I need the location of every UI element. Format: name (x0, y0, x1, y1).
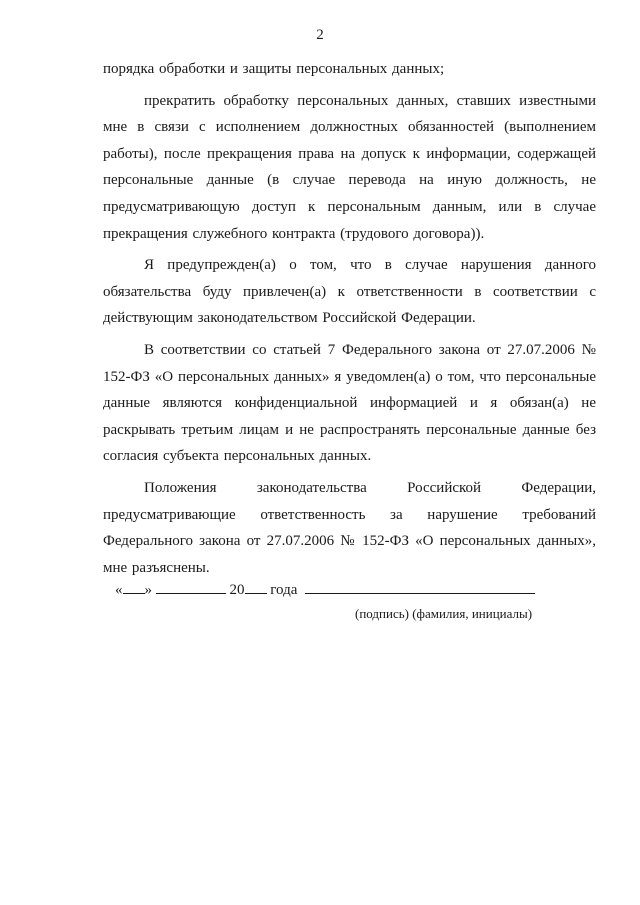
date-signature-line (115, 578, 595, 599)
year-prefix: 20 (229, 582, 245, 598)
year-blank (245, 578, 267, 594)
year-word: года (270, 582, 298, 598)
paragraph-provisions: Положения законодательства Российской Федерации, предусматривающие ответственность за нарушение требований Федерального закона от 27.07.2006 № 152-ФЗ «О персональных данных», мне разъяснены. (103, 479, 596, 576)
paragraph-stop-processing: прекратить обработку персональных данных, ставших известными мне в связи с исполнением должностных обязанностей (выполнением работы), после прекращения права на допуск к информации, содержащей персональные данные (в случае перевода на иную должность, не предусматривающую доступ к персональным данным, или в случае прекращения служебного контракта (трудового договора)). (103, 92, 596, 242)
document-body (103, 56, 596, 581)
paragraph-warning: Я предупрежден(а) о том, что в случае нарушения данного обязательства буду привлечен(а) к ответственности в соответствии с действующим законодательством Российской Федерации. (103, 257, 596, 327)
signature-blank (305, 578, 535, 594)
day-blank (123, 578, 145, 594)
month-blank (156, 578, 226, 594)
close-quote: » (144, 582, 152, 598)
signature-caption: (подпись) (фамилия, инициалы) (355, 606, 533, 621)
paragraph-continuation: порядка обработки и защиты персональных данных; (103, 61, 445, 77)
page-number: 2 (316, 27, 324, 43)
open-quote: « (115, 582, 123, 598)
paragraph-notification: В соответствии со статьей 7 Федерального закона от 27.07.2006 № 152-ФЗ «О персональных данных» я уведомлен(а) о том, что персональные данные являются конфиденциальной информацией и я обязан(а) не раскрывать третьим лицам и не распространять персональные данные без согласия субъекта персональных данных. (103, 341, 596, 465)
